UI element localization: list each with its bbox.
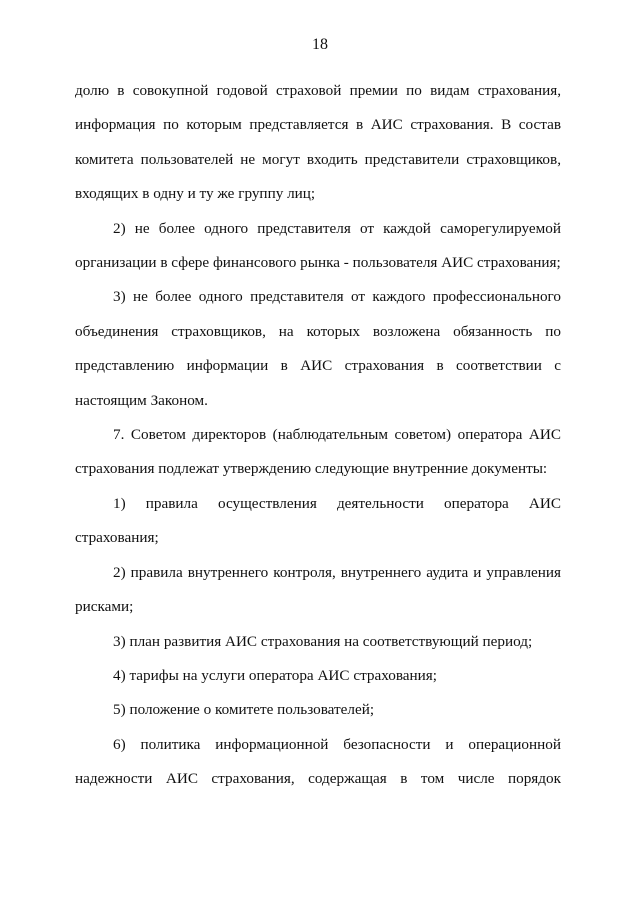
paragraph-section-7: 7. Советом директоров (наблюдательным советом) оператора АИС страхования подлежат утверждению следующие внутренние документы:	[75, 426, 561, 478]
list-item-2: 2) правила внутреннего контроля, внутреннего аудита и управления рисками;	[75, 563, 561, 616]
list-item-4: 4) тарифы на услуги оператора АИС страхования;	[113, 666, 438, 684]
paragraph-item-2: 2) не более одного представителя от каждой саморегулируемой организации в сфере финансового рынка - пользователя АИС страхования;	[75, 219, 561, 272]
list-item-6: 6) политика информационной безопасности и операционной надежности АИС страхования, содержащая в том числе порядок	[75, 735, 561, 788]
document-body	[75, 74, 561, 797]
page-number: 18	[312, 36, 328, 53]
list-item-1: 1) правила осуществления деятельности оператора АИС страхования;	[75, 494, 561, 547]
list-item-3: 3) план развития АИС страхования на соответствующий период;	[113, 632, 533, 650]
paragraph-item-3: 3) не более одного представителя от каждого профессионального объединения страховщиков, на которых возложена обязанность по представлению информации в АИС страхования в соответствии с настоящим Законом.	[75, 288, 561, 409]
list-item-5: 5) положение о комитете пользователей;	[113, 701, 375, 719]
paragraph-continuation: долю в совокупной годовой страховой премии по видам страхования, информация по которым представляется в АИС страхования. В состав комитета пользователей не могут входить представители страховщиков, входящих в одну и ту же группу лиц;	[75, 82, 561, 203]
